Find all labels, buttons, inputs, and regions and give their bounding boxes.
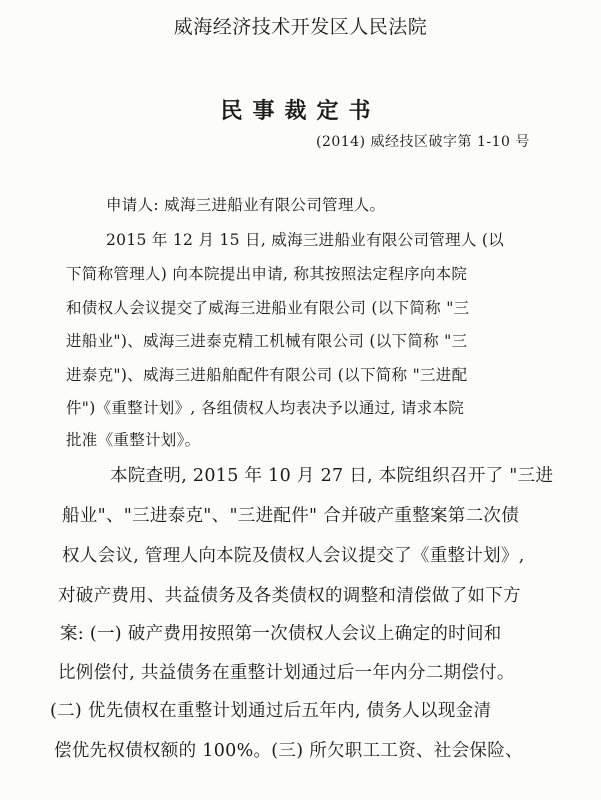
text-line: 下简称管理人) 向本院提出申请, 称其按照法定程序向本院 [66,265,468,283]
document-title: 民事裁定书 [220,98,381,124]
text-line: 权人会议, 管理人向本院及债权人会议提交了《重整计划》, [62,546,525,566]
text-line: 对破产费用、共益债务及各类债权的调整和清偿做了如下方 [58,586,521,606]
text-line: 比例偿付, 共益债务在重整计划通过后一年内分二期偿付。 [58,663,515,683]
text-line: 和债权人会议提交了威海三进船业有限公司 (以下简称 "三 [66,299,470,317]
text-line: 进船业")、威海三进泰克精工机械有限公司 (以下简称 "三 [66,332,468,350]
text-line: 批准《重整计划》。 [66,431,201,449]
text-line: 本院查明, 2015 年 10 月 27 日, 本院组织召开了 "三进 [110,466,554,486]
court-name: 威海经济技术开发区人民法院 [173,16,428,38]
applicant-line: 申请人: 威海三进船业有限公司管理人。 [106,196,386,214]
text-line: 件")《重整计划》, 各组债权人均表决予以通过, 请求本院 [66,399,465,417]
text-line: 进泰克")、威海三进船舶配件有限公司 (以下简称 "三进配 [66,366,468,384]
text-line: 船业"、"三进泰克"、"三进配件" 合并破产重整案第二次债 [62,506,520,526]
text-line: 2015 年 12 月 15 日, 威海三进船业有限公司管理人 (以 [106,231,505,249]
text-line: 偿优先权债权额的 100%。(三) 所欠职工工资、社会保险、 [54,741,523,761]
text-line: (二) 优先债权在重整计划通过后五年内, 债务人以现金清 [50,701,492,721]
case-number: (2014) 威经技区破字第 1-10 号 [316,134,530,150]
text-line: 案: (一) 破产费用按照第一次债权人会议上确定的时间和 [60,624,502,644]
